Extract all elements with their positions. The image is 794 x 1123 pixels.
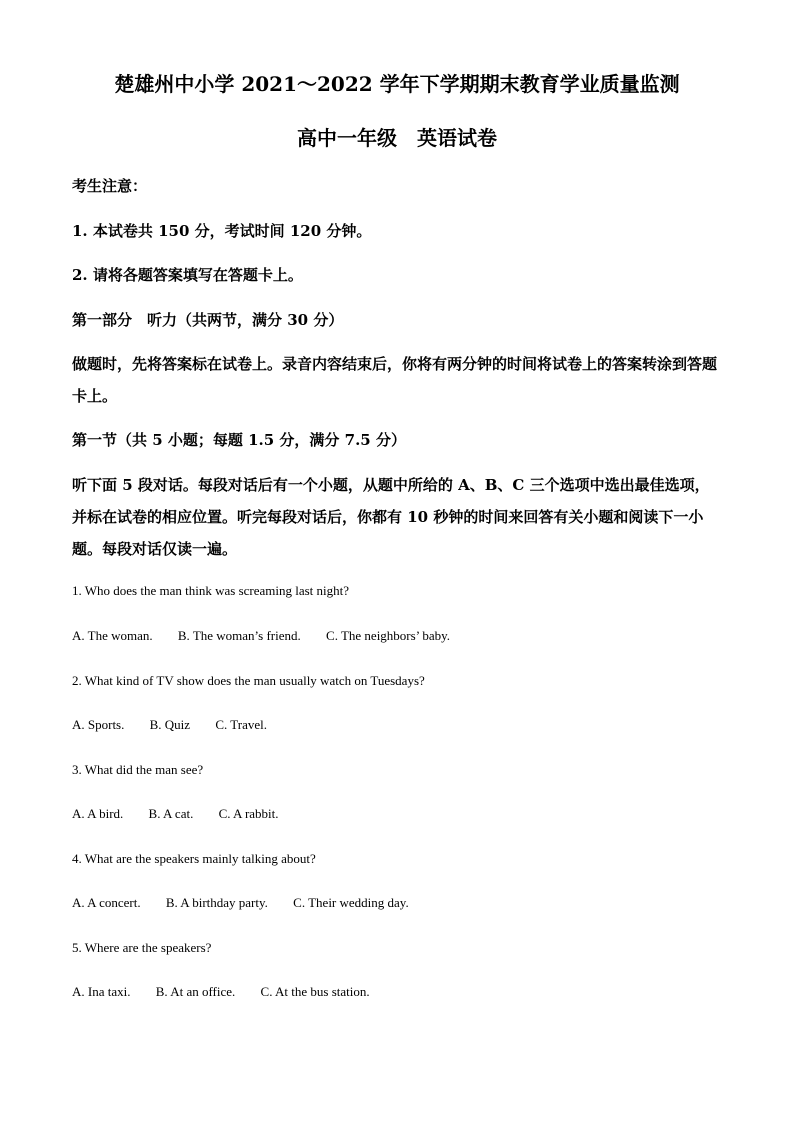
question-1-option-c[interactable]: C. The neighbors’ baby. [326, 628, 450, 643]
question-4-option-b[interactable]: B. A birthday party. [165, 895, 268, 910]
notice-heading: 考生注意： [72, 177, 148, 195]
question-4-option-c[interactable]: C. Their wedding day. [293, 895, 409, 910]
question-3-stem: 3. What did the man see? [72, 762, 204, 777]
question-4-option-a[interactable]: A. A concert. [72, 895, 141, 910]
notice-item-1: 1. 本试卷共 150 分，考试时间 120 分钟。 [72, 222, 372, 240]
question-4-options [72, 894, 724, 912]
exam-title: 楚雄州中小学 2021～2022 学年下学期期末教育学业质量监测 [114, 72, 680, 96]
question-5-stem: 5. Where are the speakers? [72, 940, 212, 955]
question-3-option-a[interactable]: A. A bird. [72, 806, 124, 821]
question-1-stem: 1. Who does the man think was screaming last night? [72, 583, 350, 598]
question-1-options [72, 627, 724, 645]
question-3-options [72, 805, 724, 823]
section1-instruction: 听下面 5 段对话。每段对话后有一个小题，从题中所给的 A、B、C 三个选项中选出最佳选项，并标在试卷的相应位置。听完每段对话后，你都有 10 秒钟的时间来回答有关小题和阅读下一小题。每段对话仅读一遍。 [72, 476, 710, 558]
part1-instruction: 做题时，先将答案标在试卷上。录音内容结束后，你将有两分钟的时间将试卷上的答案转涂到答题卡上。 [72, 355, 718, 405]
question-3-option-b[interactable]: B. A cat. [148, 806, 194, 821]
question-1-option-a[interactable]: A. The woman. [72, 628, 153, 643]
question-4-stem: 4. What are the speakers mainly talking about? [72, 851, 316, 866]
question-2-stem: 2. What kind of TV show does the man usually watch on Tuesdays? [72, 673, 425, 688]
question-5-option-b[interactable]: B. At an office. [155, 984, 236, 999]
notice-item-2: 2. 请将各题答案填写在答题卡上。 [72, 266, 303, 284]
part1-heading: 第一部分 听力（共两节，满分 30 分） [72, 311, 344, 329]
exam-subtitle: 高中一年级 英语试卷 [297, 126, 497, 150]
question-5-options [72, 983, 724, 1001]
question-2-option-a[interactable]: A. Sports. [72, 717, 125, 732]
question-2-options [72, 716, 724, 734]
question-2-option-b[interactable]: B. Quiz [149, 717, 191, 732]
question-1-option-b[interactable]: B. The woman’s friend. [177, 628, 301, 643]
question-5-option-c[interactable]: C. At the bus station. [260, 984, 370, 999]
question-3-option-c[interactable]: C. A rabbit. [218, 806, 279, 821]
question-2-option-c[interactable]: C. Travel. [215, 717, 267, 732]
question-5-option-a[interactable]: A. Ina taxi. [72, 984, 131, 999]
section1-heading: 第一节（共 5 小题；每题 1.5 分，满分 7.5 分） [72, 431, 406, 449]
